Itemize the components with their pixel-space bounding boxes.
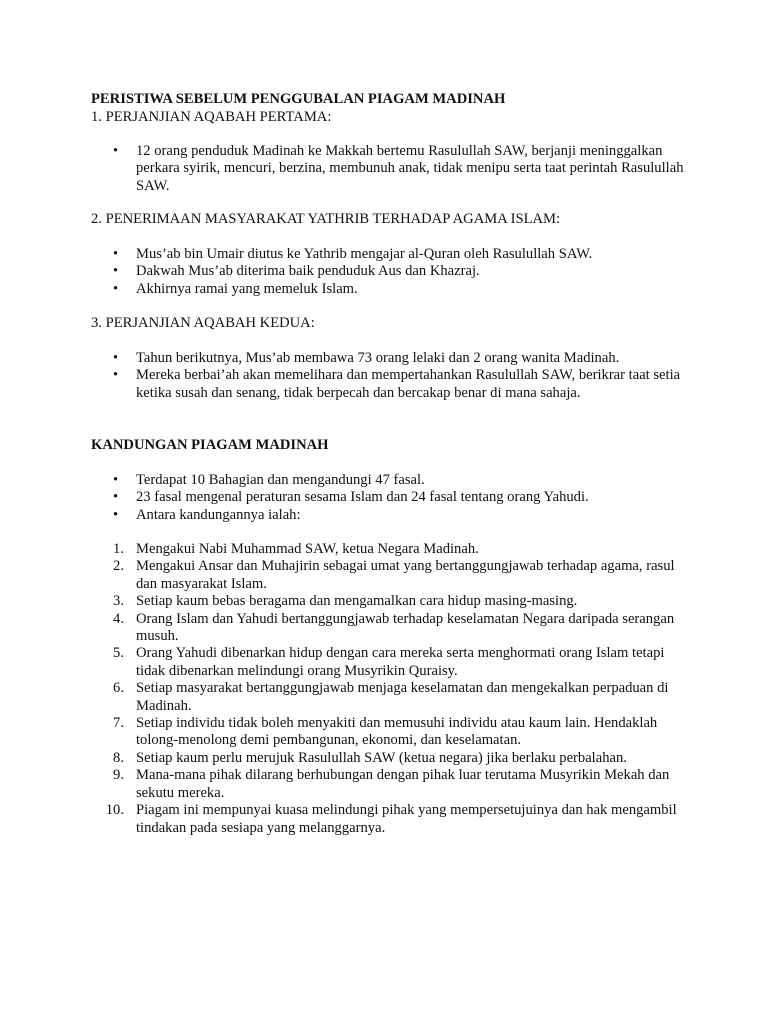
list-item: 4. Orang Islam dan Yahudi bertanggungjawab terhadap keselamatan Negara daripada serangan musuh. — [113, 610, 675, 645]
list-item: 7. Setiap individu tidak boleh menyakiti dan memusuhi individu atau kaum lain. Hendaklah tolong-menolong demi pembangunan, ekonomi, dan keselamatan. — [113, 715, 658, 749]
section2-bullet-list — [91, 472, 691, 524]
contents-numbered-list — [91, 541, 691, 837]
bullet-icon: • — [113, 246, 119, 262]
sub3-bullet-list — [91, 350, 691, 402]
list-item: 9. Mana-mana pihak dilarang berhubungan dengan pihak luar terutama Musyrikin Mekah dan sekutu mereka. — [113, 767, 670, 801]
bullet-icon: • — [113, 143, 119, 159]
list-item: 5. Orang Yahudi dibenarkan hidup dengan cara mereka serta menghormati orang Islam tetapi tidak dibenarkan melindungi orang Musyrikin Quraisy. — [113, 645, 665, 679]
bullet-icon: • — [113, 367, 119, 384]
list-item: 3. Setiap kaum bebas beragama dan mengamalkan cara hidup masing-masing. — [113, 593, 578, 610]
bullet-icon: • — [113, 350, 119, 366]
sub1-bullet-list — [91, 143, 691, 195]
list-item: 1. Mengakui Nabi Muhammad SAW, ketua Negara Madinah. — [113, 541, 479, 557]
list-item: 8. Setiap kaum perlu merujuk Rasulullah SAW (ketua negara) jika berlaku perbalahan. — [113, 749, 627, 766]
list-item: 6. Setiap masyarakat bertanggungjawab menjaga keselamatan dan mengekalkan perpaduan di Madinah. — [113, 680, 669, 714]
list-item: 10. Piagam ini mempunyai kuasa melindungi pihak yang mempersetujuinya dan hak mengambil tindakan pada sesiapa yang melanggarnya. — [105, 802, 677, 836]
section1-title: PERISTIWA SEBELUM PENGGUBALAN PIAGAM MADINAH — [91, 91, 506, 107]
bullet-icon: • — [113, 489, 119, 506]
bullet-icon: • — [113, 280, 119, 297]
list-item: • Mus’ab bin Umair diutus ke Yathrib mengajar al-Quran oleh Rasulullah SAW. — [113, 246, 593, 262]
list-item: • 23 fasal mengenal peraturan sesama Islam dan 24 fasal tentang orang Yahudi. — [113, 489, 589, 506]
list-item: • Dakwah Mus’ab diterima baik penduduk Aus dan Khazraj. — [113, 263, 480, 280]
bullet-icon: • — [113, 506, 119, 523]
sub3-heading: 3. PERJANJIAN AQABAH KEDUA: — [91, 315, 315, 331]
list-item: • Akhirnya ramai yang memeluk Islam. — [113, 280, 358, 297]
list-item: • Tahun berikutnya, Mus’ab membawa 73 orang lelaki dan 2 orang wanita Madinah. — [113, 350, 620, 366]
sub1-heading: 1. PERJANJIAN AQABAH PERTAMA: — [91, 109, 332, 125]
bullet-icon: • — [113, 472, 119, 488]
list-item: • Terdapat 10 Bahagian dan mengandungi 47 fasal. — [113, 472, 425, 488]
bullet-icon: • — [113, 263, 119, 280]
section2-title: KANDUNGAN PIAGAM MADINAH — [91, 437, 329, 453]
list-item: • 12 orang penduduk Madinah ke Makkah bertemu Rasulullah SAW, berjanji meninggalkan perkara syirik, mencuri, berzina, membunuh anak, tidak menipu serta taat perintah Rasulullah SAW. — [113, 143, 684, 194]
list-item: • Antara kandungannya ialah: — [113, 506, 301, 523]
sub2-bullet-list — [91, 246, 691, 298]
list-item: 2. Mengakui Ansar dan Muhajirin sebagai umat yang bertanggungjawab terhadap agama, rasul dan masyarakat Islam. — [113, 558, 675, 592]
list-item: • Mereka berbai’ah akan memelihara dan mempertahankan Rasulullah SAW, berikrar taat setia ketika susah dan senang, tidak berpecah dan bercakap benar di mana sahaja. — [113, 367, 681, 401]
sub2-heading: 2. PENERIMAAN MASYARAKAT YATHRIB TERHADAP AGAMA ISLAM: — [91, 211, 561, 227]
